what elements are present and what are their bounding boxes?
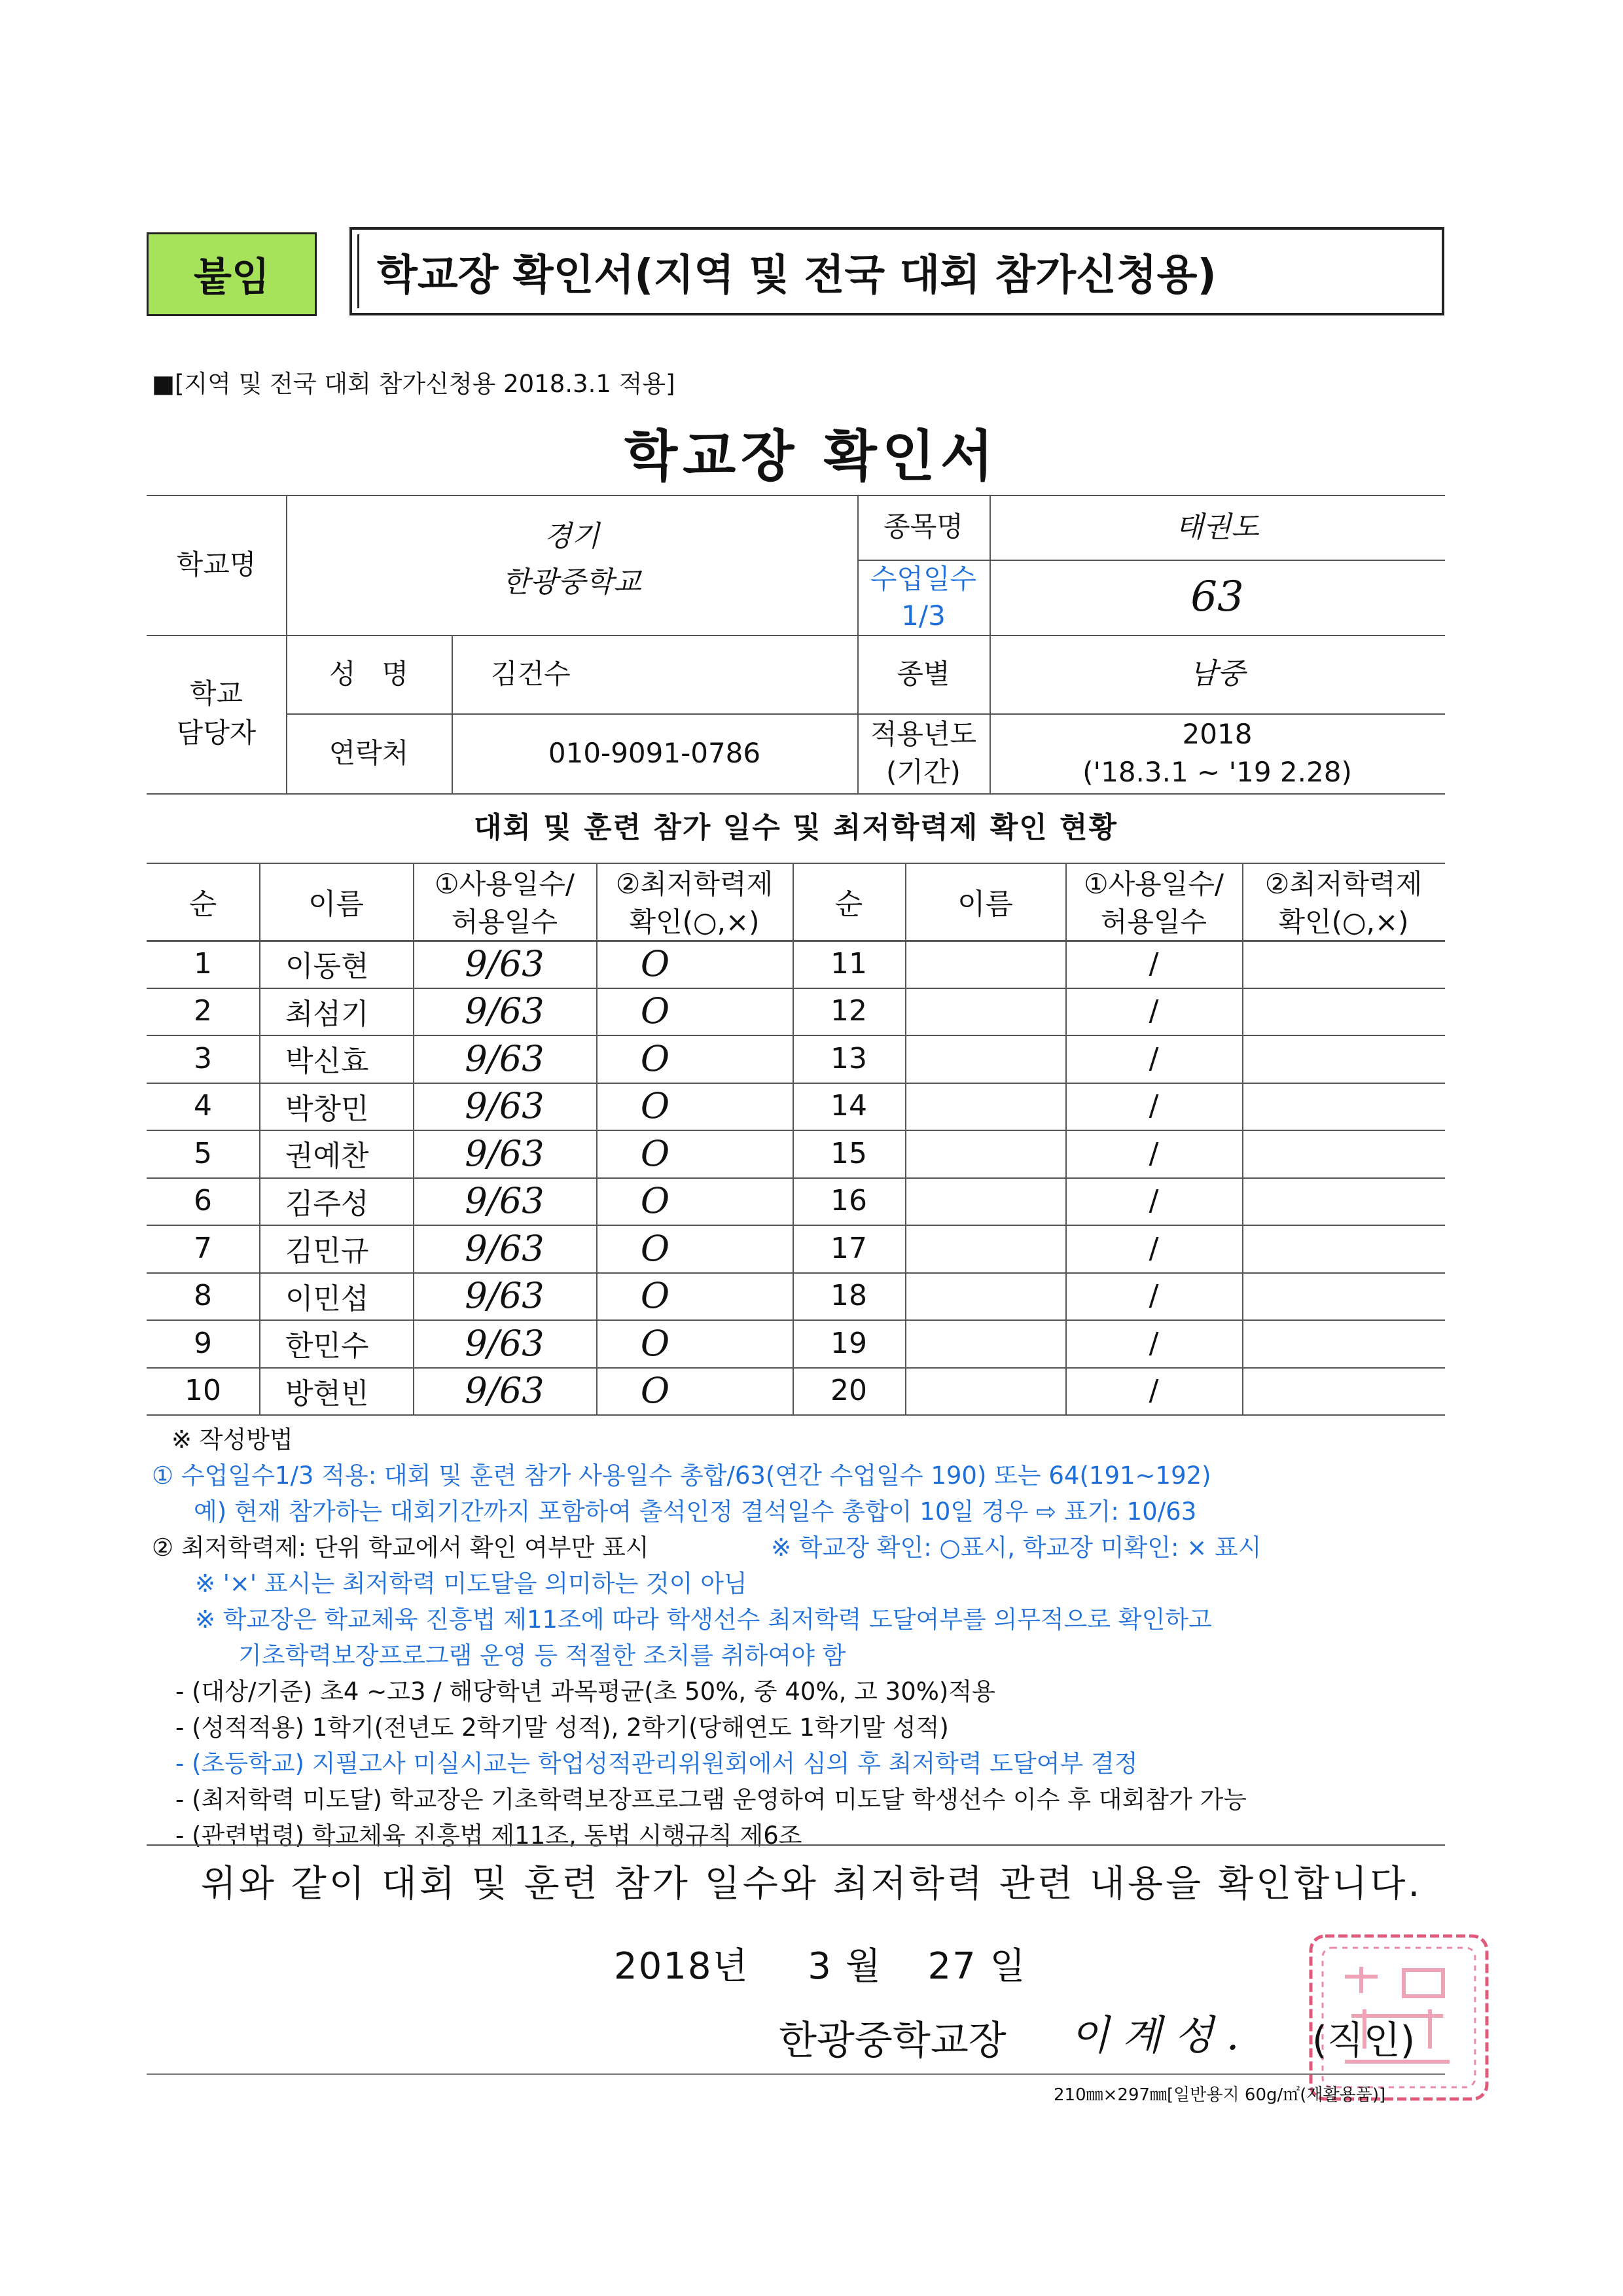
table-row-check: O — [640, 990, 670, 1032]
applies-note: ■[지역 및 전국 대회 참가신청용 2018.3.1 적용] — [152, 370, 675, 398]
table-row-days: 9/63 — [465, 1275, 544, 1317]
table-row-check: O — [640, 1037, 670, 1079]
seal-label: (직인) — [1312, 2018, 1416, 2062]
paper-spec: 210㎜×297㎜[일반용지 60g/㎡(재활용품)] — [1054, 2085, 1386, 2105]
table-rule — [147, 988, 1445, 989]
note-example: 예) 현재 참가하는 대회기간까지 포함하여 출석인정 결석일수 총합이 10일 경우 ⇨ 표기: 10/63 — [194, 1498, 1197, 1526]
table-row-check: O — [640, 1227, 670, 1269]
sign-date — [614, 1937, 1027, 1990]
table-rule — [147, 1367, 1445, 1369]
note-elementary: - (초등학교) 지필고사 미실시교는 학업성적관리위원회에서 심의 후 최저학력 도달여부 결정 — [175, 1749, 1138, 1778]
table-row-number: 7 — [194, 1231, 212, 1265]
table-row-check — [1203, 1083, 1406, 1130]
note-laws: - (관련법령) 학교체육 진흥법 제11조, 동법 시행규칙 제6조 — [175, 1821, 802, 1850]
table-rule — [1242, 863, 1243, 1414]
table-rule — [147, 1225, 1445, 1226]
table-row-name — [931, 1083, 1065, 1130]
col-header-check-line1: ②최저학력제 — [1264, 868, 1423, 900]
badge-label: 붙임 — [194, 255, 270, 300]
date-day-unit: 일 — [990, 1945, 1027, 1988]
table-row-number: 19 — [830, 1326, 867, 1360]
table-row-days: / — [1149, 994, 1159, 1028]
table-row-check — [1203, 1177, 1406, 1225]
col-header-no: 순 — [188, 888, 217, 921]
table-row-check: O — [640, 1322, 670, 1364]
header-divider — [357, 234, 1438, 308]
attachment-badge — [147, 232, 317, 316]
table-row-days: 9/63 — [465, 1085, 544, 1127]
table-row-number: 18 — [830, 1279, 867, 1313]
col-header-days-line2: 허용일수 — [451, 906, 558, 938]
table-row-check: O — [640, 1132, 670, 1174]
table-row-days: / — [1149, 1326, 1159, 1360]
table-row-name: 이민섭 — [285, 1282, 369, 1316]
table-row-number: 20 — [830, 1374, 867, 1408]
table-row-days: 9/63 — [465, 942, 544, 984]
col-header-days-line1: ①사용일수/ — [434, 868, 575, 900]
table-rule — [259, 863, 260, 1414]
table-row-number: 3 — [194, 1041, 212, 1075]
category-label: 종별 — [897, 657, 950, 690]
table-row-number: 16 — [830, 1184, 867, 1218]
table-rule — [147, 1177, 1445, 1179]
table-row-days: 9/63 — [465, 1227, 544, 1269]
table-row-number: 5 — [194, 1136, 212, 1170]
note-class-days: ① 수업일수1/3 적용: 대회 및 훈련 참가 사용일수 총합/63(연간 수업일수 190) 또는 64(191~192) — [152, 1462, 1211, 1490]
header-title: 학교장 확인서(지역 및 전국 대회 참가신청용) — [377, 251, 1217, 300]
table-row-check: O — [640, 1180, 670, 1222]
event-label: 종목명 — [883, 511, 963, 543]
date-month-unit: 월 — [845, 1945, 882, 1988]
table-row-name: 방현빈 — [285, 1376, 369, 1410]
contact-value: 010-9091-0786 — [548, 736, 761, 769]
table-row-days: / — [1149, 1136, 1159, 1170]
class-days-value: 63 — [1190, 573, 1244, 622]
principal-title: 한광중학교장 — [779, 2018, 1007, 2064]
school-label: 학교명 — [176, 548, 257, 581]
table-row-number: 13 — [830, 1041, 867, 1075]
note-duty-cont: 기초학력보장프로그램 운영 등 적절한 조치를 취하여야 함 — [238, 1641, 846, 1670]
page-title: 학교장 확인서 — [624, 424, 999, 488]
table-row-days: / — [1149, 946, 1159, 980]
col-header-days-line1: ①사용일수/ — [1083, 868, 1224, 900]
table-row-number: 9 — [194, 1326, 212, 1360]
school-name-line2: 한광중학교 — [502, 565, 641, 600]
col-header-name: 이름 — [957, 888, 1013, 921]
table-row-name — [931, 1035, 1065, 1083]
table-rule — [147, 940, 1445, 942]
table-row-number: 15 — [830, 1136, 867, 1170]
table-row-name: 김주성 — [285, 1187, 369, 1221]
table-row-check — [1203, 1272, 1406, 1320]
col-header-check-line2: 확인(○,×) — [629, 906, 760, 938]
table-row-name — [931, 1177, 1065, 1225]
table-row-name: 박신효 — [285, 1045, 369, 1079]
table-row-days: / — [1149, 1184, 1159, 1218]
table-row-number: 6 — [194, 1184, 212, 1218]
table-row-number: 4 — [194, 1089, 212, 1123]
note-not-reached: - (최저학력 미도달) 학교장은 기초학력보장프로그램 운영하여 미도달 학생선수 이수 후 대회참가 가능 — [175, 1785, 1247, 1814]
table-rule — [905, 863, 906, 1414]
table-rule — [147, 863, 1445, 864]
table-row-name: 박창민 — [285, 1092, 369, 1126]
table-row-days: / — [1149, 1231, 1159, 1265]
table-row-days: 9/63 — [465, 1037, 544, 1079]
table-row-number: 12 — [830, 994, 867, 1028]
year-label-line2: (기간) — [886, 755, 961, 788]
notes-heading: ※ 작성방법 — [171, 1426, 293, 1454]
footer-rule — [147, 2073, 1445, 2075]
table-row-number: 1 — [194, 946, 212, 980]
table-rule — [147, 1035, 1445, 1036]
table-row-number: 2 — [194, 994, 212, 1028]
table-row-check — [1203, 940, 1406, 988]
table-row-name: 권예찬 — [285, 1139, 369, 1174]
table-row-name — [931, 940, 1065, 988]
table-row-name — [931, 1130, 1065, 1177]
table-row-number: 14 — [830, 1089, 867, 1123]
table-row-days: / — [1149, 1279, 1159, 1313]
status-heading: 대회 및 훈련 참가 일수 및 최저학력제 확인 현황 — [473, 811, 1118, 845]
table-row-check — [1203, 1035, 1406, 1083]
table-row-name — [931, 1225, 1065, 1272]
table-row-number: 11 — [830, 946, 867, 980]
contact-label: 연락처 — [329, 736, 409, 769]
col-header-check-line2: 확인(○,×) — [1278, 906, 1409, 938]
table-row-days: 9/63 — [465, 1132, 544, 1174]
note-min-academic: ② 최저학력제: 단위 학교에서 확인 여부만 표시 — [152, 1534, 649, 1562]
table-rule — [147, 1414, 1445, 1416]
principal-signature: 이 계 성 . — [1070, 2011, 1240, 2059]
date-day: 27 — [927, 1945, 977, 1988]
class-days-label-line2: 1/3 — [901, 599, 946, 632]
table-row-days: 9/63 — [465, 1180, 544, 1222]
table-row-name: 최섬기 — [285, 997, 369, 1031]
table-row-name — [931, 1367, 1065, 1415]
year-value-line1: 2018 — [1182, 717, 1253, 750]
table-row-days: 9/63 — [465, 1322, 544, 1364]
col-header-days-line2: 허용일수 — [1100, 906, 1207, 938]
table-row-check — [1203, 1319, 1406, 1367]
manager-name-label: 성 명 — [329, 657, 409, 690]
col-header-name: 이름 — [308, 888, 364, 921]
manager-label-line2: 담당자 — [176, 716, 257, 749]
manager-label-line1: 학교 — [189, 677, 243, 709]
table-rule — [147, 1083, 1445, 1084]
year-value-line2: ('18.3.1 ~ '19 2.28) — [1082, 755, 1352, 788]
school-name-line1: 경기 — [543, 520, 599, 554]
table-row-name — [931, 1319, 1065, 1367]
table-rule — [147, 1272, 1445, 1274]
table-row-name: 한민수 — [285, 1329, 369, 1363]
note-target: - (대상/기준) 초4 ~고3 / 해당학년 과목평균(초 50%, 중 40%, 고 30%)적용 — [175, 1677, 995, 1706]
note-principal-duty: ※ 학교장은 학교체육 진흥법 제11조에 따라 학생선수 최저학력 도달여부를 의무적으로 확인하고 — [195, 1605, 1212, 1634]
table-row-check — [1203, 1130, 1406, 1177]
table-row-name: 이동현 — [285, 950, 369, 984]
table-row-name — [931, 988, 1065, 1035]
table-row-name: 김민규 — [285, 1234, 369, 1268]
table-row-check: O — [640, 1275, 670, 1317]
table-rule — [1065, 863, 1067, 1414]
table-rule — [793, 863, 794, 1414]
col-header-check-line1: ②최저학력제 — [615, 868, 774, 900]
table-rule — [147, 1130, 1445, 1131]
note-grade-apply: - (성적적용) 1학기(전년도 2학기말 성적), 2학기(당해연도 1학기말 성적) — [175, 1713, 949, 1742]
table-rule — [147, 793, 1445, 795]
table-row-check: O — [640, 942, 670, 984]
table-row-check — [1203, 1367, 1406, 1415]
table-row-check: O — [640, 1085, 670, 1127]
confirm-statement: 위와 같이 대회 및 훈련 참가 일수와 최저학력 관련 내용을 확인합니다. — [200, 1863, 1423, 1905]
note-principal-mark: ※ 학교장 확인: ○표시, 학교장 미확인: × 표시 — [771, 1534, 1262, 1562]
date-month: 3 — [808, 1945, 832, 1988]
table-row-days: / — [1149, 1374, 1159, 1408]
table-row-number: 10 — [185, 1374, 221, 1408]
table-row-days: 9/63 — [465, 1370, 544, 1412]
table-row-check — [1203, 1225, 1406, 1272]
table-rule — [147, 1319, 1445, 1321]
notes-divider — [147, 1844, 1445, 1846]
table-row-number: 17 — [830, 1231, 867, 1265]
event-value: 태권도 — [1175, 510, 1259, 544]
col-header-no: 순 — [834, 888, 863, 921]
year-label-line1: 적용년도 — [870, 717, 977, 750]
table-rule — [413, 863, 414, 1414]
category-value: 남중 — [1189, 657, 1245, 691]
table-row-name — [931, 1272, 1065, 1320]
table-row-number: 8 — [194, 1279, 212, 1313]
table-row-check — [1203, 988, 1406, 1035]
table-row-days: / — [1149, 1041, 1159, 1075]
date-year: 2018년 — [614, 1945, 749, 1988]
table-row-days: 9/63 — [465, 990, 544, 1032]
manager-name-value: 김건수 — [491, 657, 571, 690]
table-rule — [596, 863, 597, 1414]
table-row-check: O — [640, 1370, 670, 1412]
class-days-label-line1: 수업일수 — [870, 562, 977, 595]
note-x-meaning: ※ '×' 표시는 최저학력 미도달을 의미하는 것이 아님 — [195, 1570, 747, 1598]
table-row-days: / — [1149, 1089, 1159, 1123]
